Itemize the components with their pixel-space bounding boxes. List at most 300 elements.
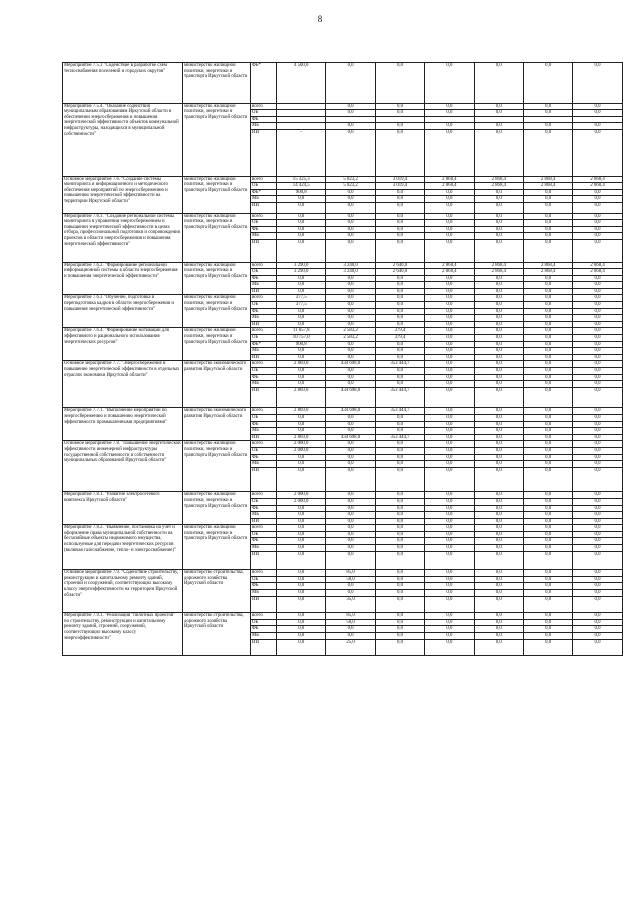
amount-cell: 0,0 <box>573 110 622 117</box>
amount-cell <box>375 116 424 123</box>
amount-cell: 0,0 <box>425 428 474 435</box>
amount-cell: 0,0 <box>326 226 375 233</box>
amount-cell: 0,0 <box>573 428 622 435</box>
amount-cell: 0,0 <box>523 570 572 577</box>
activity-name: Мероприятие 7.5.3 "Содействие в разработке схем теплоснабжения поселений и городских округов" <box>63 63 183 104</box>
amount-cell: 0,0 <box>523 335 572 342</box>
executor-name: министерство жилищной политики, энергетики и транспорта Иркутской области <box>183 213 251 262</box>
amount-cell: 0,0 <box>573 570 622 577</box>
amount-cell: 0,0 <box>326 129 375 176</box>
amount-cell: 0,0 <box>474 63 523 104</box>
executor-name: министерство жилищной политики, энергетики и транспорта Иркутской области <box>183 103 251 176</box>
amount-cell: 0,0 <box>523 368 572 375</box>
funding-source: ИИ <box>251 551 277 570</box>
amount-cell: 0,0 <box>474 551 523 570</box>
amount-cell: 0,0 <box>326 447 375 454</box>
amount-cell: 0,0 <box>375 570 424 577</box>
amount-cell: 0,0 <box>277 538 326 545</box>
funding-source: ОБ <box>251 619 277 626</box>
amount-cell: 0,0 <box>573 387 622 408</box>
amount-cell: 0,0 <box>277 518 326 525</box>
amount-cell: 0,0 <box>474 213 523 220</box>
funding-source: всего <box>251 613 277 620</box>
amount-cell: 0,0 <box>523 63 572 104</box>
executor-name: министерство жилищной политики, энергетики и транспорта Иркутской области <box>183 295 251 328</box>
funding-source: ФБ* <box>251 63 277 104</box>
amount-cell: 2 640,0 <box>375 262 424 269</box>
amount-cell: 0,0 <box>326 123 375 130</box>
amount-cell: 0,0 <box>474 639 523 656</box>
amount-cell: 0,0 <box>326 110 375 117</box>
amount-cell: 0,0 <box>425 461 474 468</box>
funding-source: ФБ <box>251 308 277 315</box>
amount-cell: 0,0 <box>425 308 474 315</box>
funding-source: МБ <box>251 196 277 203</box>
amount-cell: 0,0 <box>326 348 375 355</box>
amount-cell: 0,0 <box>425 639 474 656</box>
amount-cell: 0,0 <box>425 619 474 626</box>
amount-cell: 0,0 <box>277 354 326 361</box>
amount-cell: 0,0 <box>573 328 622 335</box>
funding-source: МБ <box>251 282 277 289</box>
amount-cell: 0,0 <box>277 220 326 227</box>
amount-cell: 0,0 <box>375 129 424 176</box>
amount-cell: 0,0 <box>277 454 326 461</box>
amount-cell: 0,0 <box>523 354 572 361</box>
amount-cell: 0,0 <box>375 447 424 454</box>
amount-cell: 0,0 <box>425 414 474 421</box>
amount-cell: 5 823,2 <box>326 176 375 183</box>
amount-cell: 0,0 <box>277 368 326 375</box>
amount-cell: 0,0 <box>573 545 622 552</box>
amount-cell: 0,0 <box>277 196 326 203</box>
amount-cell: 0,0 <box>523 498 572 505</box>
amount-cell: 0,0 <box>523 226 572 233</box>
amount-cell: 0,0 <box>326 288 375 295</box>
amount-cell: 0,0 <box>523 348 572 355</box>
amount-cell: 0,0 <box>474 467 523 492</box>
amount-cell: 2 868,4 <box>573 183 622 190</box>
amount-cell <box>523 116 572 123</box>
amount-cell: 0,0 <box>523 295 572 302</box>
amount-cell: 0,0 <box>573 123 622 130</box>
amount-cell: 0,0 <box>573 421 622 428</box>
funding-source: ОБ <box>251 531 277 538</box>
amount-cell: 0,0 <box>375 639 424 656</box>
amount-cell: 0,0 <box>425 441 474 448</box>
amount-cell: 0,0 <box>326 202 375 213</box>
amount-cell: 0,0 <box>474 619 523 626</box>
funding-source: ОБ <box>251 220 277 227</box>
amount-cell: 35,0 <box>326 596 375 613</box>
amount-cell: 15 325,3 <box>277 176 326 183</box>
amount-cell: 0,0 <box>573 189 622 196</box>
amount-cell: 0,0 <box>474 498 523 505</box>
funding-source: МБ <box>251 381 277 388</box>
amount-cell: 0,0 <box>573 368 622 375</box>
amount-cell <box>277 123 326 130</box>
amount-cell: 0,0 <box>523 129 572 176</box>
amount-cell: 0,0 <box>425 288 474 295</box>
amount-cell: 0,0 <box>474 538 523 545</box>
amount-cell: 0,0 <box>425 505 474 512</box>
amount-cell: 14 424,5 <box>277 183 326 190</box>
amount-cell: 0,0 <box>474 129 523 176</box>
amount-cell: 0,0 <box>326 341 375 348</box>
amount-cell: 0,0 <box>277 525 326 532</box>
funding-source: ФБ <box>251 226 277 233</box>
amount-cell: 85,0 <box>326 570 375 577</box>
page-number: 8 <box>317 14 323 24</box>
amount-cell: 0,0 <box>425 348 474 355</box>
amount-cell: 0,0 <box>523 505 572 512</box>
amount-cell: 0,0 <box>474 381 523 388</box>
amount-cell: 0,0 <box>425 321 474 328</box>
amount-cell: 0,0 <box>277 239 326 262</box>
funding-source: ФБ <box>251 505 277 512</box>
amount-cell: 0,0 <box>474 288 523 295</box>
amount-cell: 0,0 <box>277 348 326 355</box>
amount-cell: 2 868,4 <box>474 183 523 190</box>
funding-source: МБ <box>251 428 277 435</box>
amount-cell: 0,0 <box>425 275 474 282</box>
amount-cell: 0,0 <box>375 545 424 552</box>
amount-cell: 0,0 <box>474 525 523 532</box>
amount-cell: 0,0 <box>425 213 474 220</box>
amount-cell: 50,0 <box>326 576 375 583</box>
amount-cell: 0,0 <box>573 226 622 233</box>
amount-cell: 0,0 <box>573 341 622 348</box>
funding-source: ОБ <box>251 576 277 583</box>
amount-cell: 0,0 <box>573 467 622 492</box>
amount-cell: 0,0 <box>425 467 474 492</box>
amount-cell: 0,0 <box>474 374 523 381</box>
amount-cell: 0,0 <box>474 220 523 227</box>
funding-source: МБ <box>251 590 277 597</box>
amount-cell: 0,0 <box>573 220 622 227</box>
amount-cell: 0,0 <box>523 467 572 492</box>
amount-cell: 0,0 <box>573 308 622 315</box>
amount-cell: 377,5 <box>277 295 326 302</box>
amount-cell: 0,0 <box>523 551 572 570</box>
amount-cell: 0,0 <box>573 518 622 525</box>
funding-source: ИИ <box>251 467 277 492</box>
amount-cell: 0,0 <box>326 525 375 532</box>
amount-cell: 0,0 <box>375 421 424 428</box>
amount-cell: 0,0 <box>573 315 622 322</box>
funding-source: ОБ <box>251 414 277 421</box>
amount-cell: 0,0 <box>573 239 622 262</box>
amount-cell: 2 868,4 <box>573 176 622 183</box>
funding-source: МБ <box>251 233 277 240</box>
amount-cell: 0,0 <box>326 531 375 538</box>
amount-cell: 0,0 <box>523 275 572 282</box>
amount-cell: 0,0 <box>375 596 424 613</box>
funding-source: всего <box>251 213 277 220</box>
amount-cell: 0,0 <box>523 414 572 421</box>
amount-cell: 0,0 <box>425 354 474 361</box>
amount-cell: 0,0 <box>326 467 375 492</box>
funding-source: ИИ <box>251 202 277 213</box>
table-row <box>63 103 623 110</box>
funding-source: ОБ <box>251 269 277 276</box>
table-row <box>63 328 623 335</box>
funding-source: ФБ <box>251 454 277 461</box>
amount-cell: 0,0 <box>474 387 523 408</box>
amount-cell: 0,0 <box>326 538 375 545</box>
executor-name: министерство экономического развития Иркутской области <box>183 408 251 441</box>
amount-cell: - <box>277 129 326 176</box>
amount-cell: 0,0 <box>425 538 474 545</box>
amount-cell: 0,0 <box>523 196 572 203</box>
amount-cell: 0,0 <box>573 196 622 203</box>
amount-cell: 0,0 <box>425 233 474 240</box>
amount-cell: 2 583,2 <box>326 328 375 335</box>
amount-cell: 2 000,0 <box>277 492 326 499</box>
amount-cell: 0,0 <box>573 233 622 240</box>
table-row <box>63 441 623 448</box>
activity-name: Основное мероприятие 7.6. "Создание системы мониторинга и информационного и методического обеспечения мероприятий по энергосбережению и повышению энергетической эффективности на территории Иркутской области" <box>63 176 183 213</box>
amount-cell: 0,0 <box>425 341 474 348</box>
amount-cell: 0,0 <box>474 447 523 454</box>
amount-cell: 0,0 <box>523 341 572 348</box>
amount-cell: 0,0 <box>573 525 622 532</box>
amount-cell: 0,0 <box>474 275 523 282</box>
amount-cell: 0,0 <box>573 512 622 519</box>
amount-cell: 0,0 <box>474 226 523 233</box>
amount-cell: 0,0 <box>474 596 523 613</box>
amount-cell: 2 640,0 <box>375 269 424 276</box>
funding-source: МБ <box>251 461 277 468</box>
amount-cell: 0,0 <box>326 633 375 640</box>
executor-name: министерство жилищной политики, энергетики и транспорта Иркутской области <box>183 63 251 104</box>
amount-cell: 0,0 <box>326 590 375 597</box>
amount-cell: 0,0 <box>474 202 523 213</box>
executor-name: министерство строительства, дорожного хозяйства Иркутской области <box>183 570 251 613</box>
amount-cell: 0,0 <box>277 321 326 328</box>
amount-cell: 0,0 <box>573 335 622 342</box>
activity-name: Основное мероприятие 7.8. "Повышение энергетической эффективности инженерной инфраструктуры государственной собственности и собственности муниципальных образований Иркутской области" <box>63 441 183 492</box>
amount-cell: 0,0 <box>474 626 523 633</box>
funding-source: ФБ <box>251 626 277 633</box>
amount-cell: 434 698,0 <box>326 387 375 408</box>
amount-cell: 0,0 <box>523 613 572 620</box>
amount-cell: 0,0 <box>523 189 572 196</box>
table-row <box>63 176 623 183</box>
amount-cell: 0,0 <box>375 341 424 348</box>
amount-cell: 0,0 <box>474 308 523 315</box>
amount-cell: 0,0 <box>326 233 375 240</box>
funding-source: всего <box>251 408 277 415</box>
funding-source: ФБ <box>251 275 277 282</box>
amount-cell: 0,0 <box>326 239 375 262</box>
table-row <box>63 525 623 532</box>
activity-name: Основное мероприятие 7.7. "Энергосбережение и повышение энергетической эффективности в отдельных отраслях экономики Иркутской области" <box>63 361 183 408</box>
amount-cell: 0,0 <box>474 341 523 348</box>
amount-cell: 0,0 <box>375 308 424 315</box>
amount-cell: 0,0 <box>425 328 474 335</box>
amount-cell: 0,0 <box>474 189 523 196</box>
amount-cell: 0,0 <box>375 302 424 309</box>
amount-cell: 0,0 <box>425 103 474 110</box>
amount-cell: 0,0 <box>474 321 523 328</box>
executor-name: министерство жилищной политики, энергетики и транспорта Иркутской области <box>183 441 251 492</box>
amount-cell: 0,0 <box>375 551 424 570</box>
amount-cell: 0,0 <box>375 467 424 492</box>
activity-name: Мероприятие 7.5.4. "Оказание содействия муниципальным образованиям Иркутской области в обеспечении энергосбережения и повышения энергетической эффективности объектов коммунальной инфраструктуры, находящихся в муниципальной собственности" <box>63 103 183 176</box>
funding-source: ИИ <box>251 596 277 613</box>
amount-cell: 0,0 <box>425 387 474 408</box>
amount-cell: 0,0 <box>474 239 523 262</box>
amount-cell: 0,0 <box>474 328 523 335</box>
amount-cell: 0,0 <box>277 428 326 435</box>
amount-cell: 0,0 <box>326 282 375 289</box>
amount-cell: 0,0 <box>474 348 523 355</box>
funding-source: ИИ <box>251 129 277 176</box>
amount-cell: 0,0 <box>425 110 474 117</box>
amount-cell: 0,0 <box>425 202 474 213</box>
amount-cell: 0,0 <box>523 421 572 428</box>
funding-source: ОБ <box>251 110 277 117</box>
amount-cell: 0,0 <box>573 348 622 355</box>
amount-cell: 0,0 <box>523 626 572 633</box>
amount-cell: 0,0 <box>573 538 622 545</box>
amount-cell: 0,0 <box>375 123 424 130</box>
activity-name: Мероприятие 7.6.4. "Формирование мотивации для эффективного и рационального использования энергетических ресурсов" <box>63 328 183 361</box>
funding-source: ФБ* <box>251 189 277 196</box>
amount-cell: 0,0 <box>375 213 424 220</box>
funding-source: всего <box>251 328 277 335</box>
amount-cell: 0,0 <box>326 308 375 315</box>
amount-cell: 0,0 <box>573 202 622 213</box>
amount-cell: 0,0 <box>474 414 523 421</box>
amount-cell: 0,0 <box>326 381 375 388</box>
amount-cell <box>474 116 523 123</box>
amount-cell: 0,0 <box>425 421 474 428</box>
amount-cell: 2 868,4 <box>474 262 523 269</box>
amount-cell: 0,0 <box>573 590 622 597</box>
amount-cell: 0,0 <box>474 454 523 461</box>
amount-cell: 434 698,0 <box>326 361 375 368</box>
amount-cell: 0,0 <box>375 288 424 295</box>
amount-cell: 0,0 <box>326 354 375 361</box>
amount-cell: 379,4 <box>375 335 424 342</box>
amount-cell: 0,0 <box>425 525 474 532</box>
funding-source: ФБ <box>251 538 277 545</box>
amount-cell: 0,0 <box>573 129 622 176</box>
amount-cell: 0,0 <box>425 220 474 227</box>
amount-cell: 0,0 <box>573 213 622 220</box>
funding-source: ИИ <box>251 321 277 328</box>
amount-cell: 0,0 <box>277 531 326 538</box>
amount-cell: 0,0 <box>375 354 424 361</box>
amount-cell: 0,0 <box>474 583 523 590</box>
funding-source: всего <box>251 103 277 110</box>
amount-cell: 0,0 <box>277 275 326 282</box>
executor-name: министерство жилищной политики, энергетики и транспорта Иркутской области <box>183 492 251 525</box>
amount-cell: 0,0 <box>573 441 622 448</box>
amount-cell: 0,0 <box>523 441 572 448</box>
amount-cell: 0,0 <box>375 512 424 519</box>
funding-source: всего <box>251 525 277 532</box>
amount-cell: 0,0 <box>277 308 326 315</box>
funding-source: ИИ <box>251 434 277 441</box>
amount-cell: 2 868,4 <box>474 269 523 276</box>
amount-cell: 0,0 <box>326 545 375 552</box>
amount-cell: 4 500,0 <box>277 63 326 104</box>
amount-cell: 3 019,4 <box>375 176 424 183</box>
amount-cell: 0,0 <box>523 288 572 295</box>
amount-cell <box>573 116 622 123</box>
funding-source: ОБ <box>251 368 277 375</box>
funding-source: ФБ <box>251 421 277 428</box>
amount-cell: 0,0 <box>277 381 326 388</box>
amount-cell: 2 000,0 <box>277 498 326 505</box>
amount-cell: 0,0 <box>375 461 424 468</box>
amount-cell: 0,0 <box>523 110 572 117</box>
amount-cell: 0,0 <box>277 213 326 220</box>
funding-source: ИИ <box>251 354 277 361</box>
amount-cell: 2 868,4 <box>523 183 572 190</box>
amount-cell: 0,0 <box>474 461 523 468</box>
table-row <box>63 613 623 620</box>
table-row <box>63 63 623 104</box>
amount-cell: 0,0 <box>326 220 375 227</box>
amount-cell: 2 868,4 <box>425 269 474 276</box>
amount-cell: 0,0 <box>523 103 572 110</box>
amount-cell: 0,0 <box>573 63 622 104</box>
amount-cell: 11 657,8 <box>277 328 326 335</box>
amount-cell: 0,0 <box>425 374 474 381</box>
amount-cell: 0,0 <box>375 505 424 512</box>
amount-cell: 0,0 <box>375 381 424 388</box>
amount-cell: 0,0 <box>523 454 572 461</box>
amount-cell: 0,0 <box>375 428 424 435</box>
amount-cell: 0,0 <box>573 381 622 388</box>
amount-cell: 0,0 <box>474 282 523 289</box>
amount-cell: 0,0 <box>474 441 523 448</box>
amount-cell: 0,0 <box>523 123 572 130</box>
funding-source: всего <box>251 262 277 269</box>
amount-cell: 0,0 <box>425 408 474 415</box>
amount-cell: 0,0 <box>425 492 474 499</box>
executor-name: министерство строительства, дорожного хозяйства Иркутской области <box>183 613 251 656</box>
amount-cell: 0,0 <box>425 381 474 388</box>
amount-cell: 0,0 <box>573 374 622 381</box>
amount-cell: 0,0 <box>375 220 424 227</box>
amount-cell: 0,0 <box>375 103 424 110</box>
funding-table <box>62 62 623 656</box>
amount-cell: 0,0 <box>375 63 424 104</box>
amount-cell: 0,0 <box>523 220 572 227</box>
amount-cell: 0,0 <box>573 282 622 289</box>
amount-cell: 2 868,4 <box>425 176 474 183</box>
amount-cell: 0,0 <box>474 633 523 640</box>
amount-cell: 0,0 <box>326 295 375 302</box>
amount-cell: 0,0 <box>523 302 572 309</box>
executor-name: министерство экономического развития Иркутской области <box>183 361 251 408</box>
executor-name: министерство жилищной политики, энергетики и транспорта Иркутской области <box>183 176 251 213</box>
amount-cell: 0,0 <box>573 492 622 499</box>
amount-cell: 0,0 <box>474 613 523 620</box>
amount-cell: 0,0 <box>277 590 326 597</box>
amount-cell: 0,0 <box>326 275 375 282</box>
amount-cell: 0,0 <box>573 633 622 640</box>
amount-cell: 2 869,0 <box>277 361 326 368</box>
amount-cell: 0,0 <box>523 408 572 415</box>
amount-cell: 0,0 <box>425 282 474 289</box>
amount-cell: 434 698,0 <box>326 408 375 415</box>
